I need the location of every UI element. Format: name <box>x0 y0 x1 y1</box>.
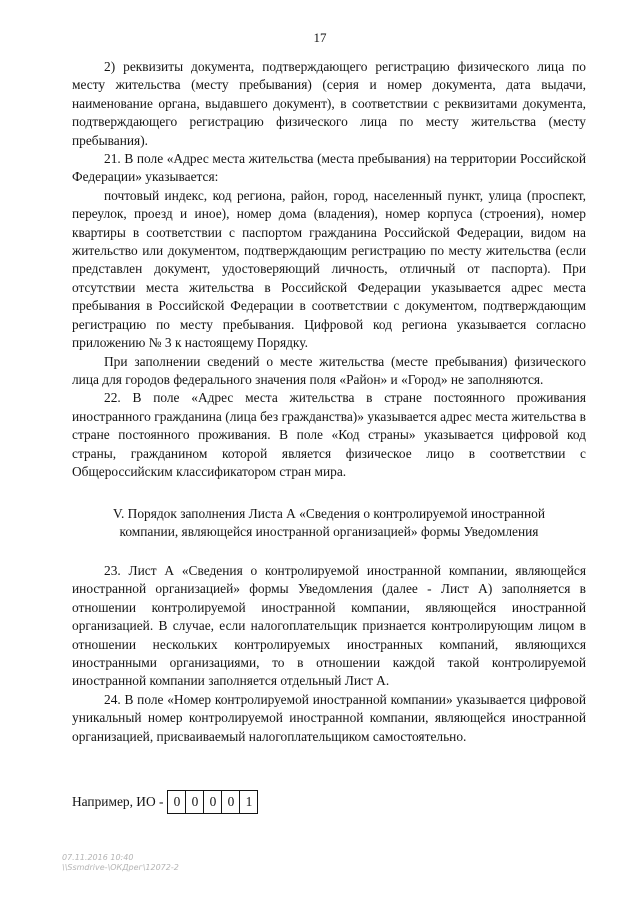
paragraph-24: 24. В поле «Номер контролируемой иностранной компании» указывается цифровой уникальный номер контролируемой иностранной компании, являющейся иностранной организацией, присваиваемый налогоплательщиком самостоятельно. <box>72 691 586 744</box>
file-stamp-path: \\Ssmdrive-\ОКДрег\12072-2 <box>62 863 179 872</box>
section-heading-line-2: компании, являющейся иностранной организацией» формы Уведомления <box>119 524 539 540</box>
paragraph-address-details: почтовый индекс, код региона, район, город, населенный пункт, улица (проспект, переулок, проезд и иное), номер дома (владения), номер корпуса (строения), номер квартиры в соответствии с паспортом гражданина Российской Федерации, видом на жительство или документом, подтверждающим регистрацию по месту жительства (если представлен документ, удостоверяющий личность, отличный от паспорта). При отсутствии места жительства в Российской Федерации указывается адрес места пребывания в Российской Федерации в соответствии с документом, подтверждающим регистрацию по месту пребывания. Цифровой код региона указывается согласно приложению № 3 к настоящему Порядку. <box>72 187 586 351</box>
code-box-digit: 0 <box>173 794 181 809</box>
paragraph-federal-cities: При заполнении сведений о месте жительства (месте пребывания) физического лица для городов федерального значения поля «Район» и «Город» не заполняются. <box>72 353 586 387</box>
code-box-digit: 0 <box>203 791 221 813</box>
example-label: Например, ИО - <box>72 794 164 809</box>
code-box-digit: 0 <box>185 791 203 813</box>
file-stamp-date: 07.11.2016 10:40 <box>62 853 134 862</box>
code-box-digit: 1 <box>239 791 257 813</box>
paragraph-22: 22. В поле «Адрес места жительства в стране постоянного проживания иностранного гражданина (лица без гражданства)» указывается адрес места жительства в стране постоянного проживания. В поле «Код страны» указывается цифровой код страны, гражданином которой является физическое лицо в соответствии с Общероссийским классификатором стран мира. <box>72 390 586 479</box>
body-text-section-b <box>72 562 586 746</box>
paragraph-23: 23. Лист А «Сведения о контролируемой иностранной компании, являющейся иностранной организацией» формы Уведомления (далее - Лист А) заполняется в отношении контролируемой иностранной компании, являющейся иностранной организацией. В случае, если налогоплательщик признается контролирующим лицом в отношении нескольких контролируемых иностранных компаний, являющихся иностранными организациями, то в отношении каждой такой контролируемой иностранной компании заполняется отдельный Лист А. <box>72 563 586 689</box>
page-number: 17 <box>313 30 327 45</box>
code-boxes <box>167 790 258 814</box>
code-box-digit: 0 <box>221 791 239 813</box>
paragraph-residence-document: 2) реквизиты документа, подтверждающего регистрацию физического лица по месту жительства (месту пребывания) (серия и номер документа, дата выдачи, наименование органа, выдавшего документ), в соответствии с реквизитами документа, подтверждающего регистрацию физического лица по месту жительства (месту пребывания). <box>72 59 586 148</box>
example-code <box>72 790 258 814</box>
section-heading-line-1: V. Порядок заполнения Листа А «Сведения о контролируемой иностранной <box>113 506 545 521</box>
paragraph-21: 21. В поле «Адрес места жительства (места пребывания) на территории Российской Федерации» указывается: <box>72 151 586 185</box>
file-stamp <box>62 853 179 873</box>
body-text-section-a <box>72 58 586 481</box>
section-heading <box>72 505 586 542</box>
